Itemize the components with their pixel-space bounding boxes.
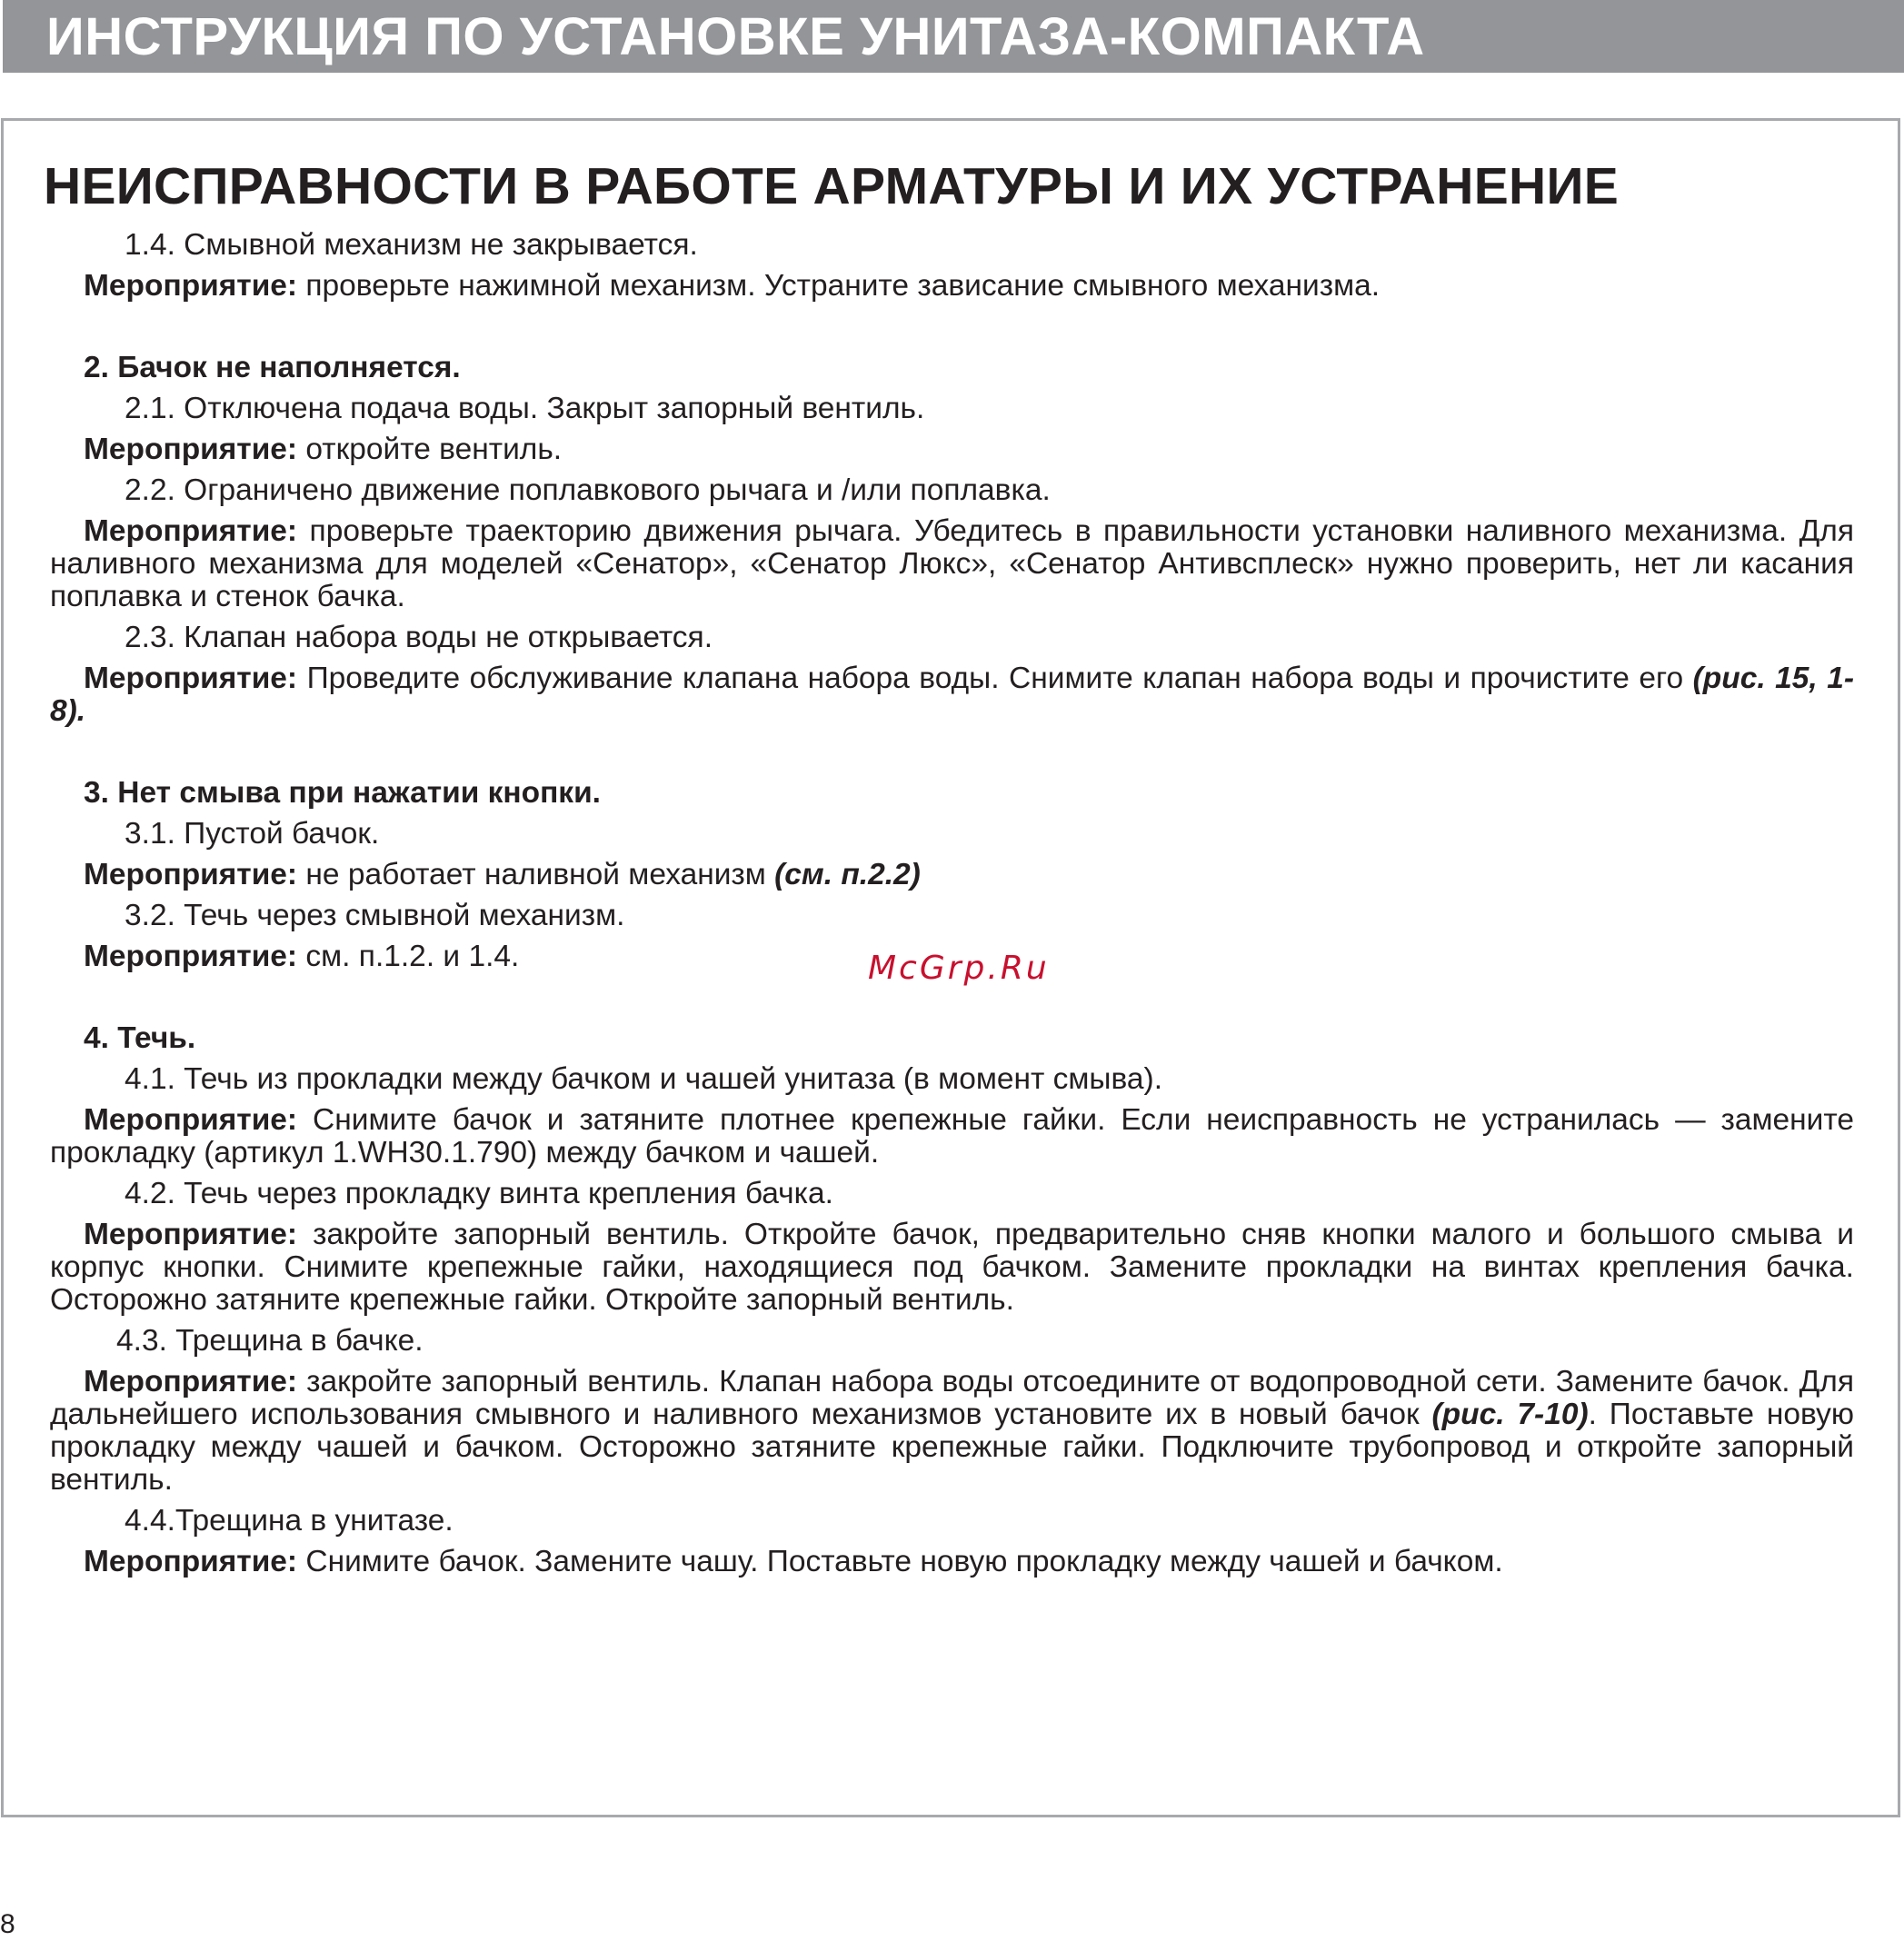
action-label: Мероприятие: <box>84 940 298 973</box>
fault-item-3-1: 3.1. Пустой бачок. <box>125 817 380 851</box>
fault-item-4-2: 4.2. Течь через прокладку винта крепления бачка. <box>125 1177 833 1210</box>
action-4-4 <box>50 1546 1854 1578</box>
action-text: Проведите обслуживание клапана набора воды. Снимите клапан набора воды и прочистите его <box>297 662 1693 695</box>
section-reference: (см. п.2.2) <box>774 858 921 891</box>
figure-reference: (рис. 7-10) <box>1431 1398 1589 1431</box>
fault-item-2-3: 2.3. Клапан набора воды не открывается. <box>125 621 713 654</box>
action-1-4 <box>50 270 1854 303</box>
action-text: Снимите бачок. Замените чашу. Поставьте новую прокладку между чашей и бачком. <box>297 1545 1503 1578</box>
action-4-2 <box>50 1219 1854 1317</box>
action-label: Мероприятие: <box>84 1545 298 1578</box>
action-3-1 <box>50 859 1854 891</box>
fault-heading-2: 2. Бачок не наполняется. <box>84 351 461 384</box>
troubleshooting-body <box>50 229 1854 1578</box>
fault-item-4-1: 4.1. Течь из прокладки между бачком и чашей унитаза (в момент смыва). <box>125 1062 1163 1096</box>
action-text-tail: . Поставьте новую прокладку между чашей и бачком. Осторожно затяните крепежные гайки. Подключите трубопровод и откройте запорный вентиль. <box>50 1398 1854 1497</box>
action-label: Мероприятие: <box>84 858 298 891</box>
action-4-1 <box>50 1104 1854 1170</box>
action-label: Мероприятие: <box>84 433 298 466</box>
section-title: НЕИСПРАВНОСТИ В РАБОТЕ АРМАТУРЫ И ИХ УСТРАНЕНИЕ <box>44 157 1620 215</box>
document-title: ИНСТРУКЦИЯ ПО УСТАНОВКЕ УНИТАЗА-КОМПАКТА <box>46 7 1425 66</box>
action-label: Мероприятие: <box>84 662 298 695</box>
action-text: проверьте траекторию движения рычага. Убедитесь в правильности установки наливного механизма. Для наливного механизма для моделей «Сенатор», «Сенатор Люкс», «Сенатор Антивсплеск» нужно проверить, нет ли касания поплавка и стенок бачка. <box>50 514 1854 613</box>
fault-item-2-1: 2.1. Отключена подача воды. Закрыт запорный вентиль. <box>125 392 925 425</box>
action-label: Мероприятие: <box>84 1103 298 1137</box>
action-text: проверьте нажимной механизм. Устраните зависание смывного механизма. <box>297 269 1381 303</box>
action-2-3 <box>50 662 1854 728</box>
action-text: закройте запорный вентиль. Клапан набора воды отсоедините от водопроводной сети. Замените бачок. Для дальнейшего использования смывного и наливного механизмов установите их в новый бачок <box>50 1365 1854 1431</box>
fault-heading-3: 3. Нет смыва при нажатии кнопки. <box>84 776 601 810</box>
fault-item-1-4: 1.4. Смывной механизм не закрывается. <box>125 228 698 262</box>
fault-heading-4: 4. Течь. <box>84 1021 196 1055</box>
page-number: 8 <box>0 1909 15 1939</box>
fault-item-4-4: 4.4.Трещина в унитазе. <box>125 1504 454 1538</box>
action-label: Мероприятие: <box>84 514 298 548</box>
action-text: не работает наливной механизм <box>297 858 775 891</box>
action-text: закройте запорный вентиль. Откройте бачок, предварительно сняв кнопки малого и большого смыва и корпус кнопки. Снимите крепежные гайки, находящиеся под бачком. Замените прокладки на винтах крепления бачка. Осторожно затяните крепежные гайки. Откройте запорный вентиль. <box>50 1218 1854 1317</box>
action-label: Мероприятие: <box>84 1365 298 1399</box>
action-text: откройте вентиль. <box>297 433 563 466</box>
action-text: см. п.1.2. и 1.4. <box>297 940 520 973</box>
watermark: McGrp.Ru <box>868 950 1050 987</box>
action-4-3 <box>50 1366 1854 1497</box>
action-label: Мероприятие: <box>84 1218 298 1251</box>
action-text: Снимите бачок и затяните плотнее крепежные гайки. Если неисправность не устранилась — замените прокладку (артикул 1.WH30.1.790) между бачком и чашей. <box>50 1103 1854 1170</box>
fault-item-3-2: 3.2. Течь через смывной механизм. <box>125 899 625 932</box>
action-2-1 <box>50 433 1854 466</box>
action-2-2 <box>50 515 1854 613</box>
figure-reference: (рис. 15, 1-8). <box>50 662 1854 728</box>
header-bar <box>3 0 1904 73</box>
fault-item-2-2: 2.2. Ограничено движение поплавкового рычага и /или поплавка. <box>125 473 1051 507</box>
action-label: Мероприятие: <box>84 269 298 303</box>
fault-item-4-3: 4.3. Трещина в бачке. <box>116 1324 424 1358</box>
